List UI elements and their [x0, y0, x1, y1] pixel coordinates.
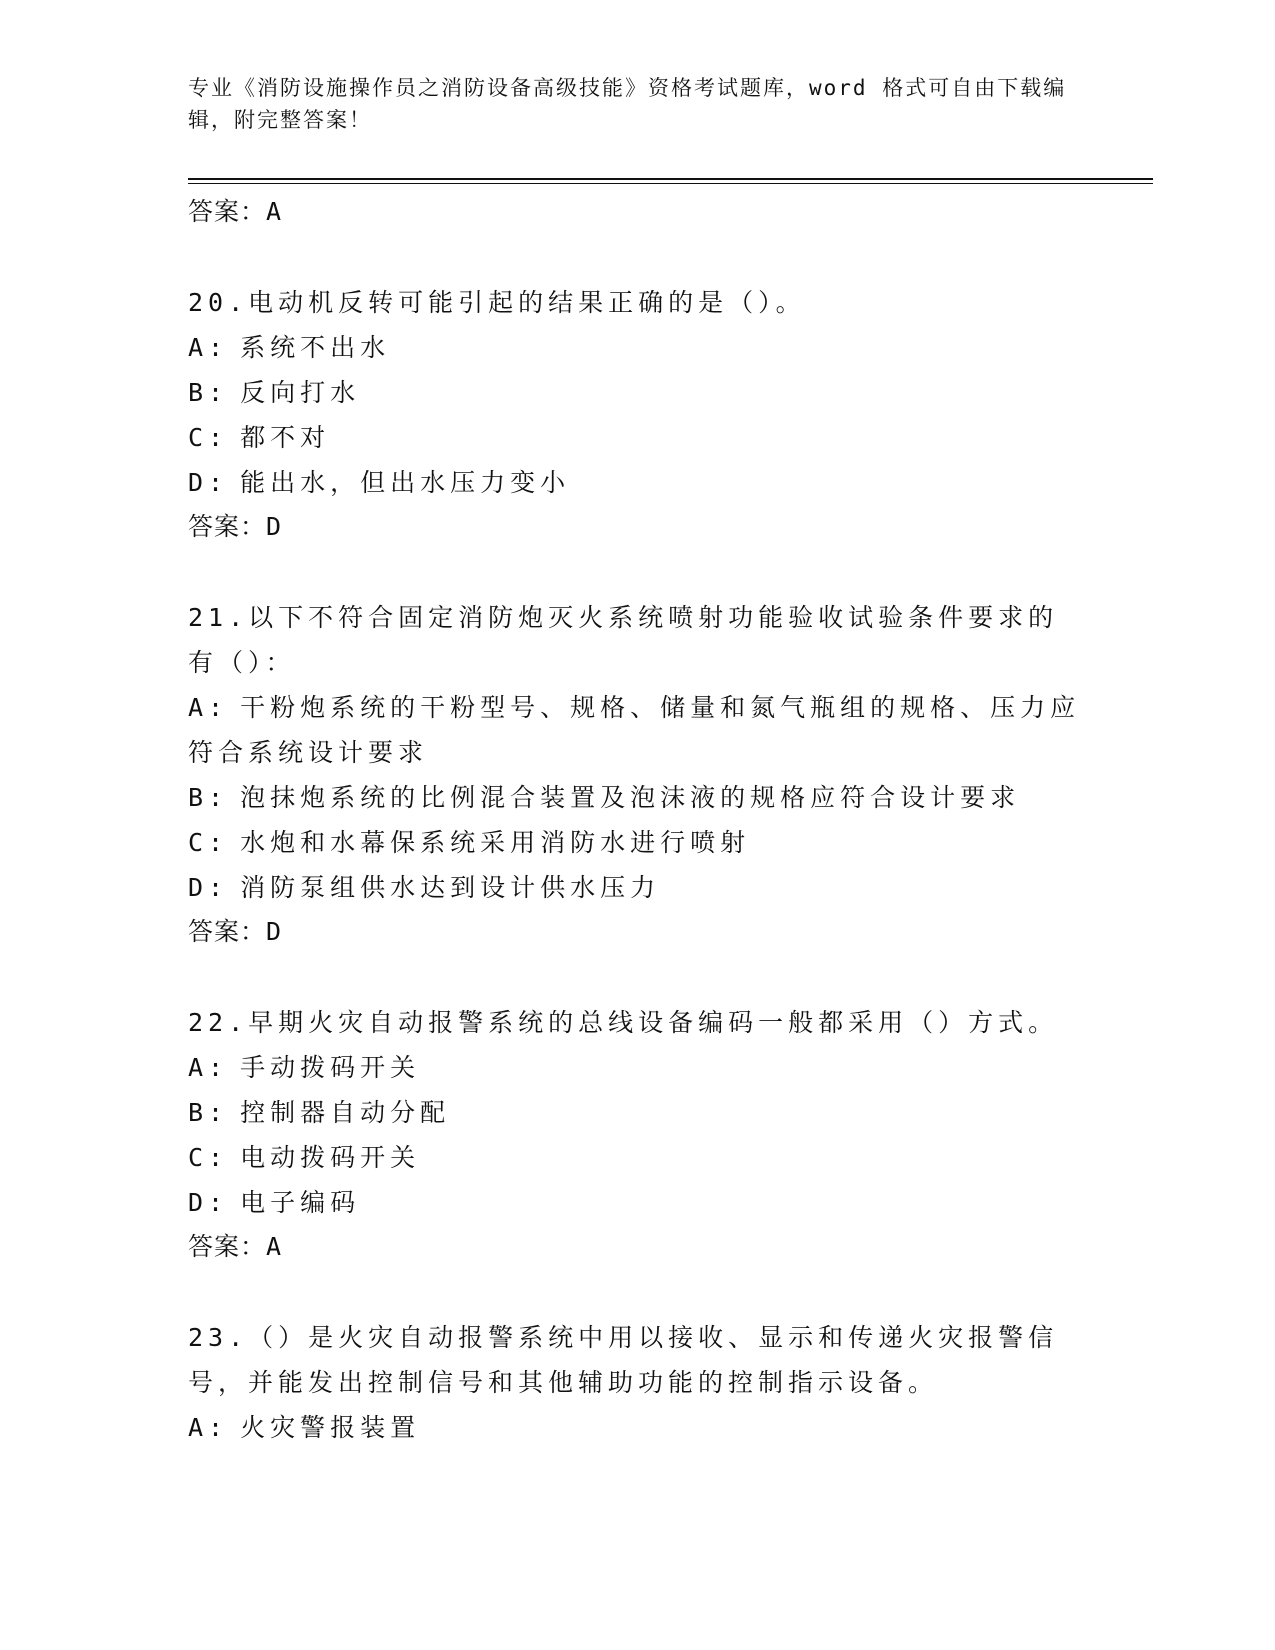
option-text: 都不对 — [240, 423, 331, 452]
option-item — [188, 415, 1088, 460]
option-item — [188, 1405, 1088, 1450]
question-stem: 21.以下不符合固定消防炮灭火系统喷射功能验收试验条件要求的有（）： — [188, 603, 1059, 677]
option-key: B: — [188, 378, 229, 407]
option-text: 电动拨码开关 — [240, 1143, 421, 1172]
option-key: A: — [188, 1053, 229, 1082]
option-key: D: — [188, 873, 229, 902]
question-stem: 23.（）是火灾自动报警系统中用以接收、显示和传递火灾报警信号，并能发出控制信号和其他辅助功能的控制指示设备。 — [188, 1323, 1059, 1397]
page-header-text: 专业《消防设施操作员之消防设备高级技能》资格考试题库，word 格式可自由下载编辑，附完整答案！ — [188, 76, 1067, 132]
option-text: 反向打水 — [240, 378, 361, 407]
option-text: 系统不出水 — [240, 333, 391, 362]
option-item — [188, 1180, 1088, 1225]
answer-label: 答案： — [188, 917, 267, 946]
answer-line — [188, 910, 1088, 954]
option-item — [188, 370, 1088, 415]
option-text: 手动拨码开关 — [240, 1053, 421, 1082]
option-text: 火灾警报装置 — [240, 1413, 421, 1442]
answer-value: A — [266, 197, 283, 226]
option-text: 干粉炮系统的干粉型号、规格、储量和氮气瓶组的规格、压力应符合系统设计要求 — [188, 693, 1081, 767]
answer-line — [188, 1225, 1088, 1269]
question-block — [188, 1000, 1088, 1269]
option-key: A: — [188, 693, 229, 722]
option-item — [188, 685, 1088, 775]
answer-value: A — [266, 1232, 283, 1261]
option-key: A: — [188, 333, 229, 362]
option-key: D: — [188, 1188, 229, 1217]
option-key: B: — [188, 783, 229, 812]
option-item — [188, 460, 1088, 505]
document-content — [188, 190, 1088, 1450]
question-block — [188, 595, 1088, 954]
answer-value: D — [266, 512, 283, 541]
answer-line — [188, 190, 1088, 234]
option-item — [188, 1090, 1088, 1135]
question-stem: 20.电动机反转可能引起的结果正确的是（）。 — [188, 288, 806, 317]
option-item — [188, 775, 1088, 820]
option-item — [188, 1045, 1088, 1090]
option-item — [188, 1135, 1088, 1180]
option-text: 泡抹炮系统的比例混合装置及泡沫液的规格应符合设计要求 — [240, 783, 1021, 812]
option-text: 能出水，但出水压力变小 — [240, 468, 571, 497]
option-key: C: — [188, 1143, 229, 1172]
header-divider-thin — [188, 183, 1153, 184]
option-key: C: — [188, 828, 229, 857]
answer-value: D — [266, 917, 283, 946]
question-block — [188, 1315, 1088, 1450]
option-key: B: — [188, 1098, 229, 1127]
option-item — [188, 325, 1088, 370]
header-divider-thick — [188, 178, 1153, 180]
answer-label: 答案： — [188, 197, 267, 226]
option-text: 水炮和水幕保系统采用消防水进行喷射 — [240, 828, 751, 857]
answer-label: 答案： — [188, 1232, 267, 1261]
option-text: 电子编码 — [240, 1188, 361, 1217]
answer-line — [188, 505, 1088, 549]
option-key: C: — [188, 423, 229, 452]
answer-label: 答案： — [188, 512, 267, 541]
option-key: D: — [188, 468, 229, 497]
option-text: 消防泵组供水达到设计供水压力 — [240, 873, 661, 902]
option-item — [188, 865, 1088, 910]
option-key: A: — [188, 1413, 229, 1442]
option-text: 控制器自动分配 — [240, 1098, 451, 1127]
option-item — [188, 820, 1088, 865]
question-stem: 22.早期火灾自动报警系统的总线设备编码一般都采用（）方式。 — [188, 1008, 1059, 1037]
question-block — [188, 280, 1088, 549]
